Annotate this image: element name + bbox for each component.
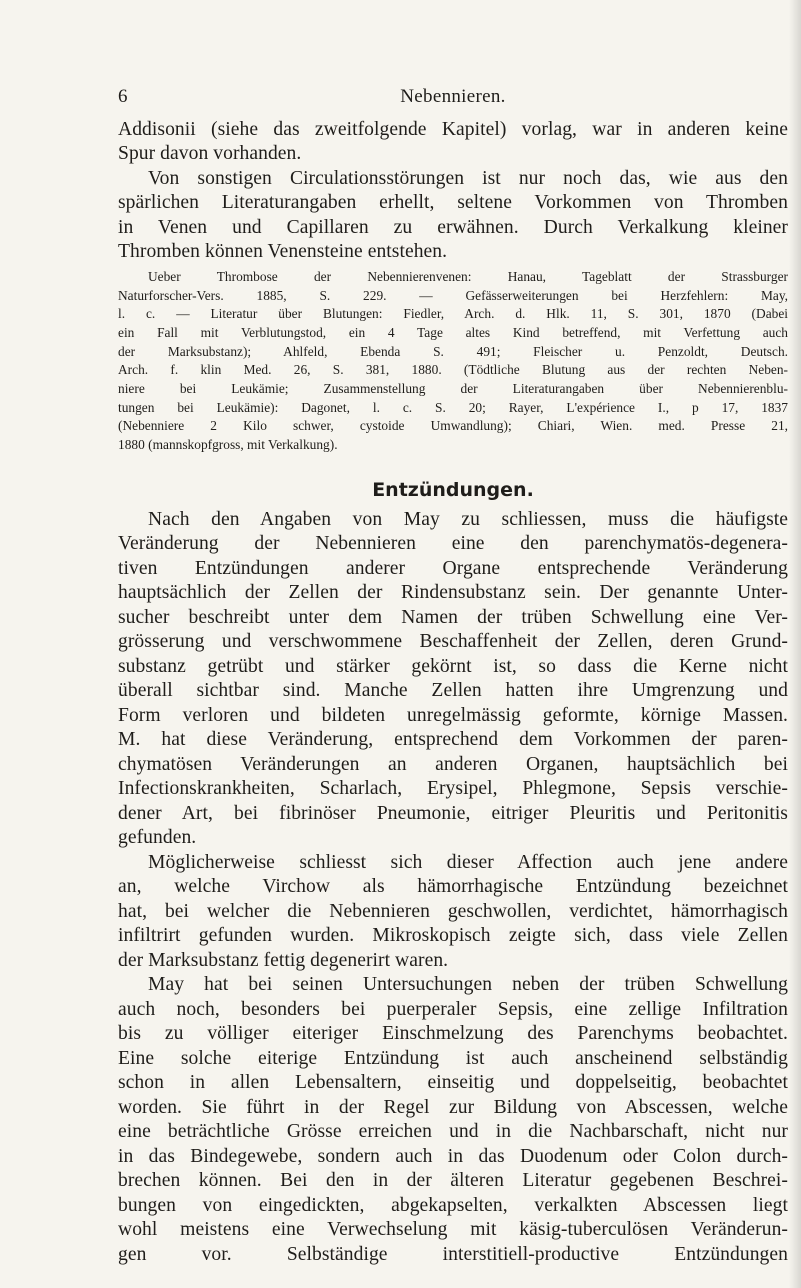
text-line: bungen von eingedickten, abgekapselten, verkalkten Abscessen liegt	[118, 1195, 788, 1216]
text-line: wohl meistens eine Verwechselung mit käsig-tuberculösen Veränderun-	[118, 1219, 788, 1240]
text-line: chymatösen Veränderungen an anderen Organen, hauptsächlich bei	[118, 754, 788, 775]
text-line: schon in allen Lebensaltern, einseitig und doppelseitig, beobachtet	[118, 1072, 788, 1093]
page-edge-shadow	[789, 0, 801, 1288]
text-line: May hat bei seinen Untersuchungen neben der trüben Schwellung	[148, 974, 788, 995]
reference-line: 1880 (mannskopfgross, mit Verkalkung).	[118, 437, 338, 452]
text-line: Von sonstigen Circulationsstörungen ist nur noch das, wie aus den	[148, 168, 788, 189]
reference-line: der Marksubstanz); Ahlfeld, Ebenda S. 491; Fleischer u. Penzoldt, Deutsch.	[118, 344, 788, 359]
reference-line: l. c. — Literatur über Blutungen: Fiedler, Arch. d. Hlk. 11, S. 301, 1870 (Dabei	[118, 306, 788, 321]
reference-line: tungen bei Leukämie): Dagonet, l. c. S. 20; Rayer, L'expérience I., p 17, 1837	[118, 400, 788, 415]
text-line: infiltrirt gefunden wurden. Mikroskopisch zeigte sich, dass viele Zellen	[118, 925, 788, 946]
text-line: auch noch, besonders bei puerperaler Sepsis, eine zellige Infiltration	[118, 999, 788, 1020]
text-line: tiven Entzündungen anderer Organe entsprechende Veränderung	[118, 558, 788, 579]
text-line: gen vor. Selbständige interstitiell-productive Entzündungen	[118, 1244, 788, 1265]
text-line: bis zu völliger eiteriger Einschmelzung des Parenchyms beobachtet.	[118, 1023, 788, 1044]
text-line: Spur davon vorhanden.	[118, 143, 302, 164]
text-line: in Venen und Capillaren zu erwähnen. Durch Verkalkung kleiner	[118, 217, 788, 238]
text-line: Thromben können Venensteine entstehen.	[118, 241, 448, 262]
text-line: Veränderung der Nebennieren eine den parenchymatös-degenera-	[118, 533, 788, 554]
reference-line: niere bei Leukämie; Zusammenstellung der Literaturangaben über Nebennierenblu-	[118, 381, 788, 396]
text-line: substanz getrübt und stärker gekörnt ist, so dass die Kerne nicht	[118, 656, 788, 677]
text-line: hauptsächlich der Zellen der Rindensubstanz sein. Der genannte Unter-	[118, 582, 788, 603]
text-line: gefunden.	[118, 827, 197, 848]
text-line: der Marksubstanz fettig degenerirt waren.	[118, 950, 449, 971]
page-header	[118, 86, 788, 110]
text-line: M. hat diese Veränderung, entsprechend dem Vorkommen der paren-	[118, 729, 788, 750]
text-line: brechen können. Bei den in der älteren Literatur gegebenen Beschrei-	[118, 1170, 788, 1191]
text-line: Möglicherweise schliesst sich dieser Affection auch jene andere	[148, 852, 788, 873]
reference-line: Ueber Thrombose der Nebennierenvenen: Hanau, Tageblatt der Strassburger	[148, 269, 788, 284]
text-line: spärlichen Literaturangaben erhellt, seltene Vorkommen von Thromben	[118, 192, 788, 213]
text-line: Addisonii (siehe das zweitfolgende Kapitel) vorlag, war in anderen keine	[118, 119, 788, 140]
page-number: 6	[118, 86, 128, 107]
text-line: dener Art, bei fibrinöser Pneumonie, eitriger Pleuritis und Peritonitis	[118, 803, 788, 824]
reference-line: Arch. f. klin Med. 26, S. 381, 1880. (Tödtliche Blutung aus der rechten Neben-	[118, 362, 788, 377]
text-line: eine beträchtliche Grösse erreichen und in die Nachbarschaft, nicht nur	[118, 1121, 788, 1142]
section-heading: Entzündungen.	[372, 479, 534, 501]
reference-line: ein Fall mit Verblutungstod, ein 4 Tage altes Kind betreffend, mit Verfettung auch	[118, 325, 788, 340]
running-title: Nebennieren.	[400, 86, 506, 107]
text-line: Eine solche eiterige Entzündung ist auch anscheinend selbständig	[118, 1048, 788, 1069]
text-line: grösserung und verschwommene Beschaffenheit der Zellen, deren Grund-	[118, 631, 788, 652]
text-line: in das Bindegewebe, sondern auch in das Duodenum oder Colon durch-	[118, 1146, 788, 1167]
text-line: hat, bei welcher die Nebennieren geschwollen, verdichtet, hämorrhagisch	[118, 901, 788, 922]
text-line: überall sichtbar sind. Manche Zellen hatten ihre Umgrenzung und	[118, 680, 788, 701]
text-line: an, welche Virchow als hämorrhagische Entzündung bezeichnet	[118, 876, 788, 897]
text-line: Infectionskrankheiten, Scharlach, Erysipel, Phlegmone, Sepsis verschie-	[118, 778, 788, 799]
text-line: sucher beschreibt unter dem Namen der trüben Schwellung eine Ver-	[118, 607, 788, 628]
text-line: Nach den Angaben von May zu schliessen, muss die häufigste	[148, 509, 788, 530]
reference-line: (Nebenniere 2 Kilo schwer, cystoide Umwandlung); Chiari, Wien. med. Presse 21,	[118, 418, 788, 433]
text-line: Form verloren und bildeten unregelmässig geformte, körnige Massen.	[118, 705, 788, 726]
text-line: worden. Sie führt in der Regel zur Bildung von Abscessen, welche	[118, 1097, 788, 1118]
reference-line: Naturforscher-Vers. 1885, S. 229. — Gefässerweiterungen bei Herzfehlern: May,	[118, 288, 788, 303]
